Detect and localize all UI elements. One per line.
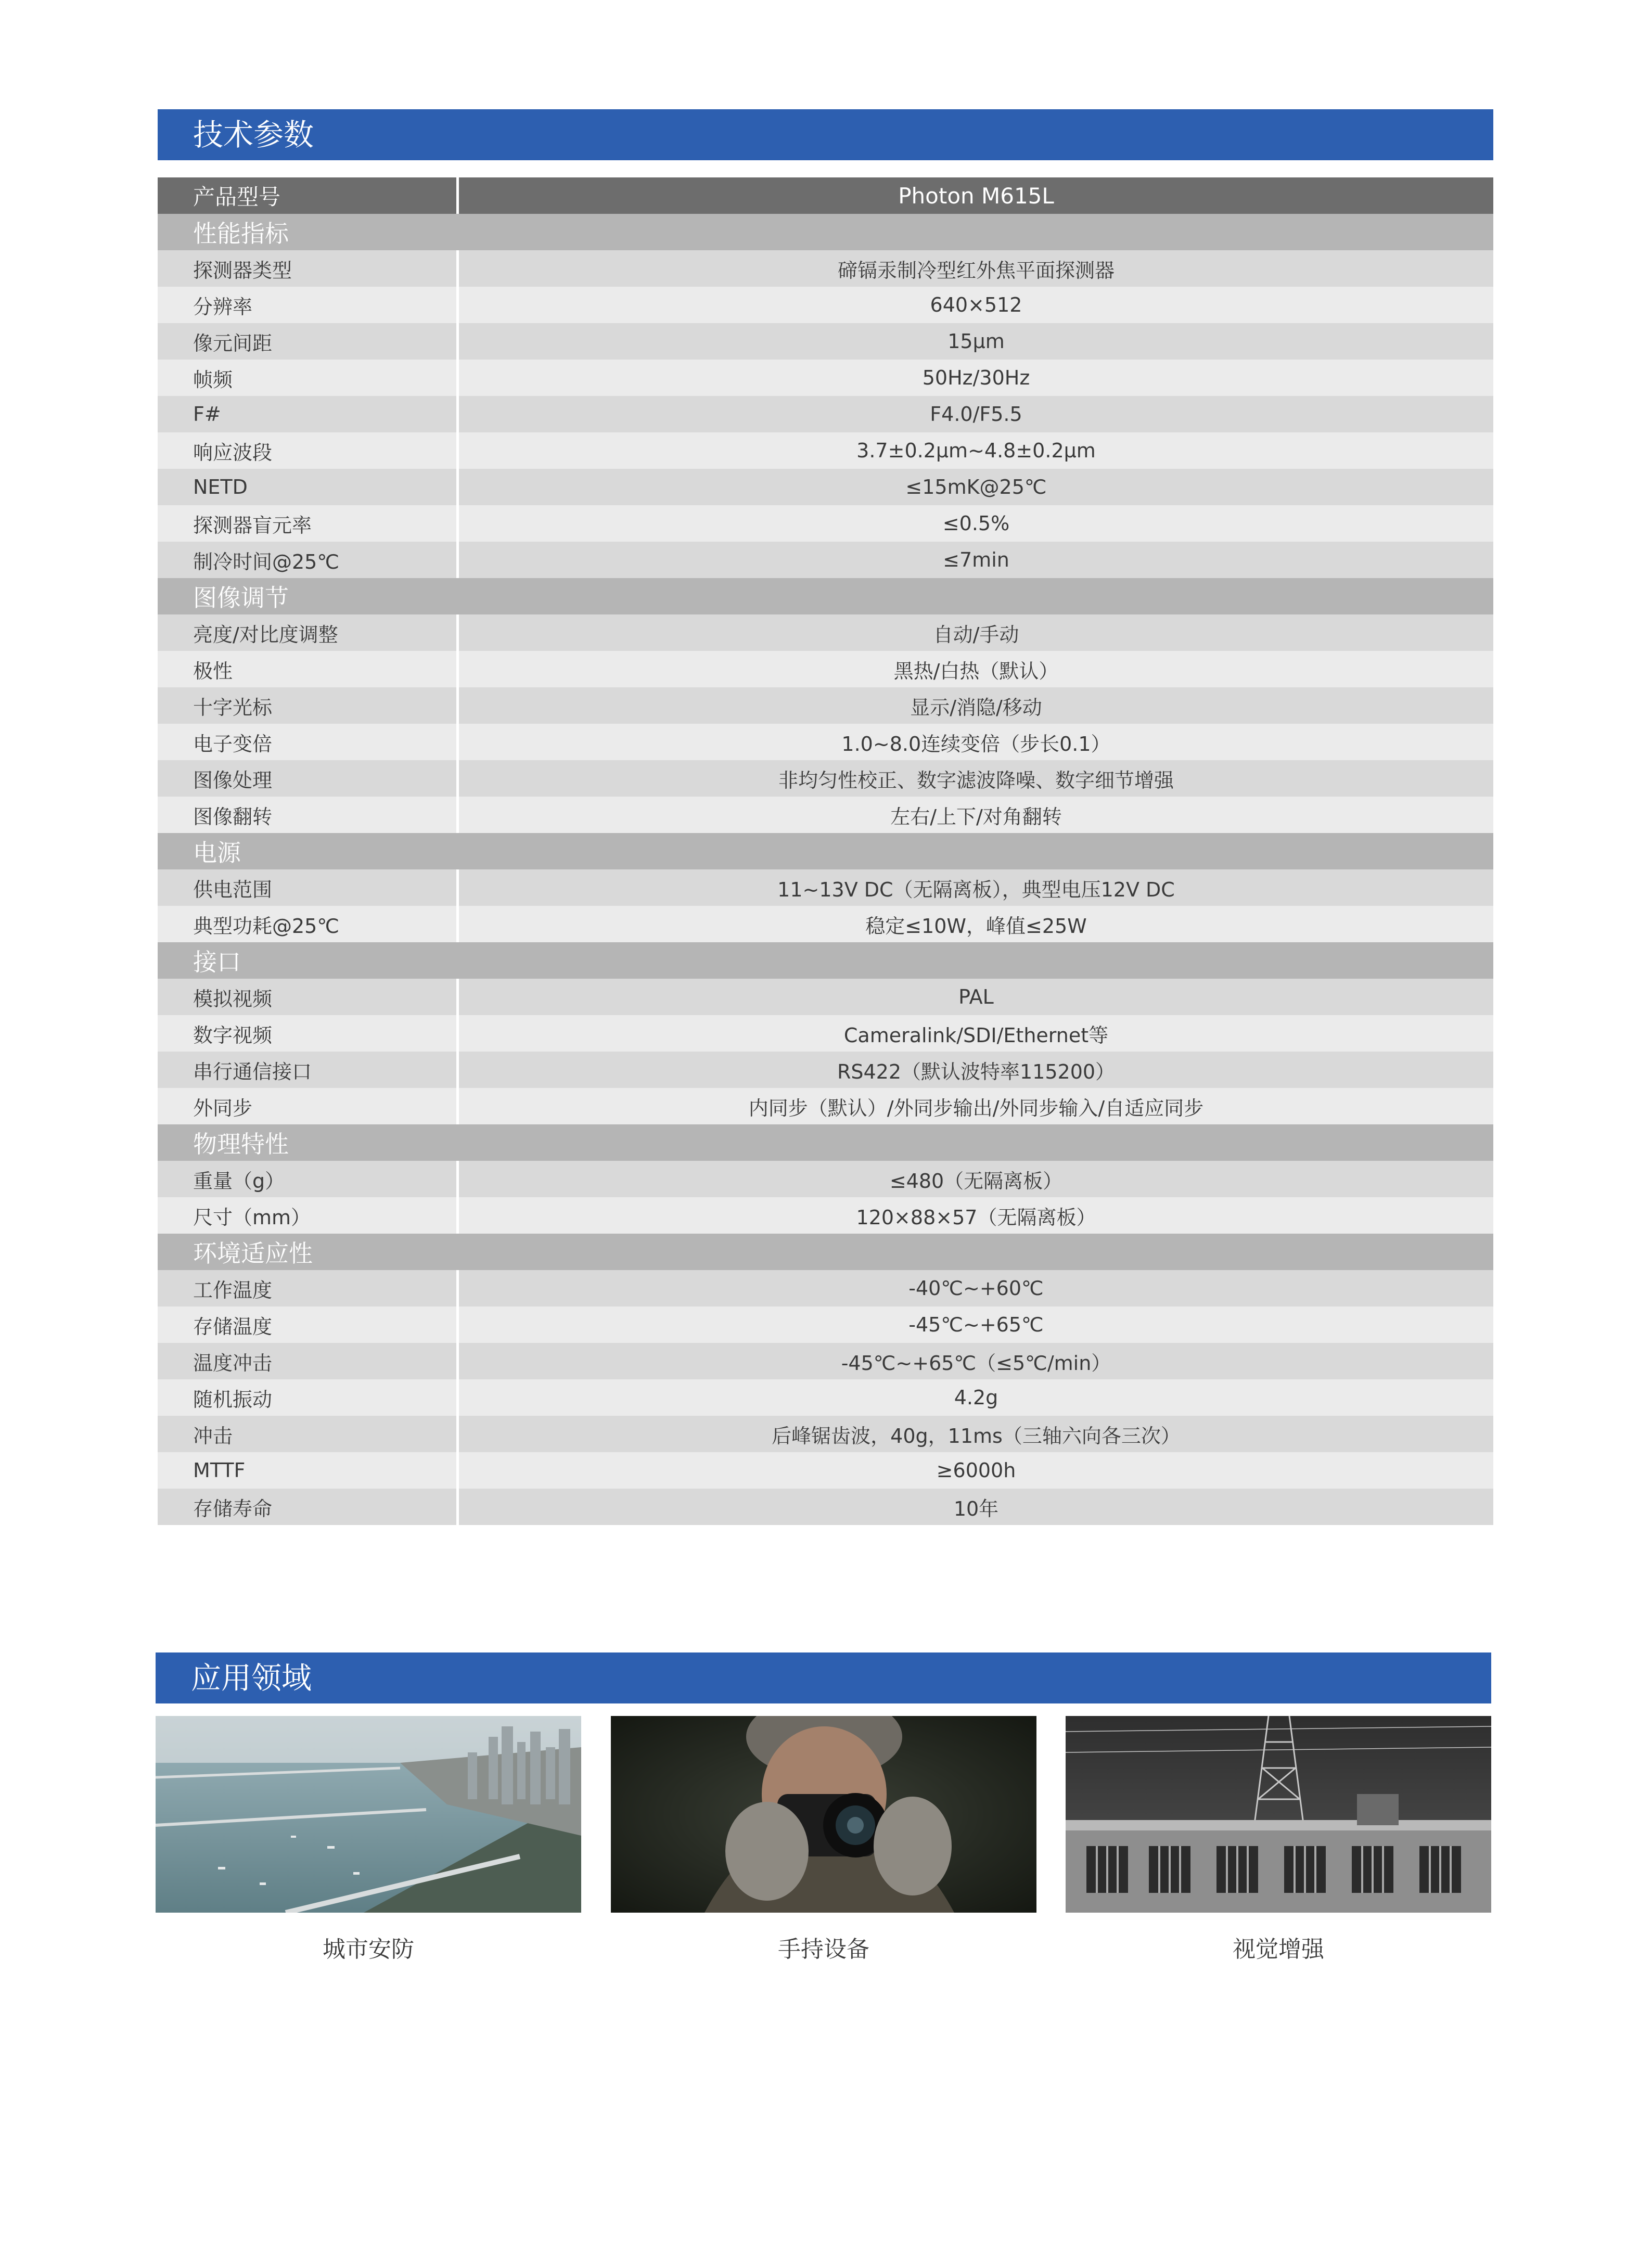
vision-enhancement-image <box>1066 1716 1491 1913</box>
spec-label: 重量（g） <box>193 1169 285 1193</box>
spec-label: 帧频 <box>193 368 233 391</box>
spec-row <box>158 1270 1493 1306</box>
section-header-row <box>158 1124 1493 1161</box>
section-header-row <box>158 578 1493 614</box>
model-label: 产品型号 <box>193 184 281 210</box>
spec-label: 串行通信接口 <box>193 1060 312 1083</box>
spec-label: 极性 <box>193 659 233 683</box>
spec-section-banner <box>158 109 1493 160</box>
spec-label: 冲击 <box>193 1424 233 1447</box>
spec-value: 3.7±0.2μm~4.8±0.2μm <box>456 432 1493 469</box>
spec-row <box>158 906 1493 942</box>
city-security-image <box>156 1716 581 1913</box>
spec-value: 内同步（默认）/外同步输出/外同步输入/自适应同步 <box>456 1088 1493 1124</box>
section-header-row <box>158 1234 1493 1270</box>
spec-row <box>158 1306 1493 1343</box>
spec-value: 黑热/白热（默认） <box>456 651 1493 687</box>
spec-label: 图像处理 <box>193 768 273 792</box>
spec-row <box>158 687 1493 724</box>
spec-value: ≤0.5% <box>456 505 1493 542</box>
section-title: 图像调节 <box>193 584 289 612</box>
spec-label: 存储寿命 <box>193 1497 273 1520</box>
spec-row <box>158 1489 1493 1525</box>
spec-label: 模拟视频 <box>193 987 273 1010</box>
spec-value: 非均匀性校正、数字滤波降噪、数字细节增强 <box>456 760 1493 797</box>
spec-value: 50Hz/30Hz <box>456 360 1493 396</box>
spec-label: 外同步 <box>193 1096 253 1120</box>
spec-label: 存储温度 <box>193 1315 273 1338</box>
spec-value: ≥6000h <box>456 1452 1493 1489</box>
spec-value: 碲镉汞制冷型红外焦平面探测器 <box>456 250 1493 287</box>
spec-row <box>158 1088 1493 1124</box>
application-section-banner <box>156 1652 1491 1703</box>
application-section-title: 应用领域 <box>191 1660 312 1696</box>
spec-label: 供电范围 <box>193 878 273 901</box>
spec-value: 1.0~8.0连续变倍（步长0.1） <box>456 724 1493 760</box>
model-header-row <box>158 177 1493 214</box>
spec-value: F4.0/F5.5 <box>456 396 1493 432</box>
spec-row <box>158 760 1493 797</box>
spec-value: RS422（默认波特率115200） <box>456 1052 1493 1088</box>
handheld-device-image <box>611 1716 1036 1913</box>
spec-table <box>158 177 1493 1525</box>
spec-value: 640×512 <box>456 287 1493 323</box>
spec-value: 15μm <box>456 323 1493 360</box>
spec-row <box>158 396 1493 432</box>
section-header-row <box>158 214 1493 250</box>
spec-value: ≤7min <box>456 542 1493 578</box>
spec-label: 随机振动 <box>193 1388 273 1411</box>
spec-label: 探测器类型 <box>193 259 292 282</box>
spec-value: PAL <box>456 979 1493 1015</box>
spec-row <box>158 1452 1493 1489</box>
spec-label: 典型功耗@25℃ <box>193 914 340 938</box>
application-caption: 视觉增强 <box>1233 1936 1324 1963</box>
spec-label: 电子变倍 <box>193 732 273 755</box>
section-title: 接口 <box>193 948 241 976</box>
spec-label: 分辨率 <box>193 295 253 318</box>
section-title: 环境适应性 <box>193 1239 313 1267</box>
spec-value: ≤15mK@25℃ <box>456 469 1493 505</box>
spec-label: MTTF <box>193 1459 246 1482</box>
spec-label: 十字光标 <box>193 696 273 719</box>
spec-row <box>158 614 1493 651</box>
spec-value: 10年 <box>456 1489 1493 1525</box>
section-header-row <box>158 942 1493 979</box>
spec-row <box>158 724 1493 760</box>
spec-row <box>158 1343 1493 1379</box>
spec-label: 尺寸（mm） <box>193 1206 311 1229</box>
section-header-row <box>158 833 1493 869</box>
spec-row <box>158 505 1493 542</box>
spec-label: 像元间距 <box>193 331 273 355</box>
section-title: 电源 <box>193 839 241 867</box>
spec-row <box>158 1379 1493 1416</box>
spec-label: F# <box>193 403 221 426</box>
spec-label: 图像翻转 <box>193 805 273 828</box>
spec-label: 亮度/对比度调整 <box>193 623 338 646</box>
spec-row <box>158 651 1493 687</box>
spec-value: Cameralink/SDI/Ethernet等 <box>456 1015 1493 1052</box>
spec-label: 数字视频 <box>193 1023 273 1047</box>
spec-value: 120×88×57（无隔离板） <box>456 1197 1493 1234</box>
spec-row <box>158 432 1493 469</box>
spec-row <box>158 250 1493 287</box>
spec-row <box>158 1015 1493 1052</box>
spec-value: 11~13V DC（无隔离板），典型电压12V DC <box>456 869 1493 906</box>
application-caption: 手持设备 <box>778 1936 869 1963</box>
spec-label: 温度冲击 <box>193 1351 273 1375</box>
spec-value: ≤480（无隔离板） <box>456 1161 1493 1197</box>
section-title: 性能指标 <box>193 220 289 248</box>
spec-value: 左右/上下/对角翻转 <box>456 797 1493 833</box>
spec-value: 显示/消隐/移动 <box>456 687 1493 724</box>
spec-row <box>158 1197 1493 1234</box>
spec-row <box>158 869 1493 906</box>
spec-value: 后峰锯齿波，40g，11ms（三轴六向各三次） <box>456 1416 1493 1452</box>
spec-label: 探测器盲元率 <box>193 514 312 537</box>
spec-row <box>158 1161 1493 1197</box>
spec-label: 工作温度 <box>193 1278 273 1302</box>
spec-row <box>158 979 1493 1015</box>
spec-row <box>158 469 1493 505</box>
application-caption: 城市安防 <box>323 1936 414 1963</box>
spec-row <box>158 542 1493 578</box>
spec-value: 4.2g <box>456 1379 1493 1416</box>
spec-value: -45℃~+65℃（≤5℃/min） <box>456 1343 1493 1379</box>
spec-row <box>158 360 1493 396</box>
spec-label: 响应波段 <box>193 441 273 464</box>
spec-value: 稳定≤10W，峰值≤25W <box>456 906 1493 942</box>
spec-row <box>158 1052 1493 1088</box>
spec-label: NETD <box>193 476 248 498</box>
spec-label: 制冷时间@25℃ <box>193 550 340 573</box>
spec-value: 自动/手动 <box>456 614 1493 651</box>
spec-row <box>158 1416 1493 1452</box>
spec-row <box>158 287 1493 323</box>
model-value: Photon M615L <box>456 177 1493 214</box>
spec-value: -45℃~+65℃ <box>456 1306 1493 1343</box>
spec-row <box>158 797 1493 833</box>
section-title: 物理特性 <box>193 1130 289 1158</box>
spec-value: -40℃~+60℃ <box>456 1270 1493 1306</box>
spec-row <box>158 323 1493 360</box>
spec-section-title: 技术参数 <box>193 117 314 152</box>
